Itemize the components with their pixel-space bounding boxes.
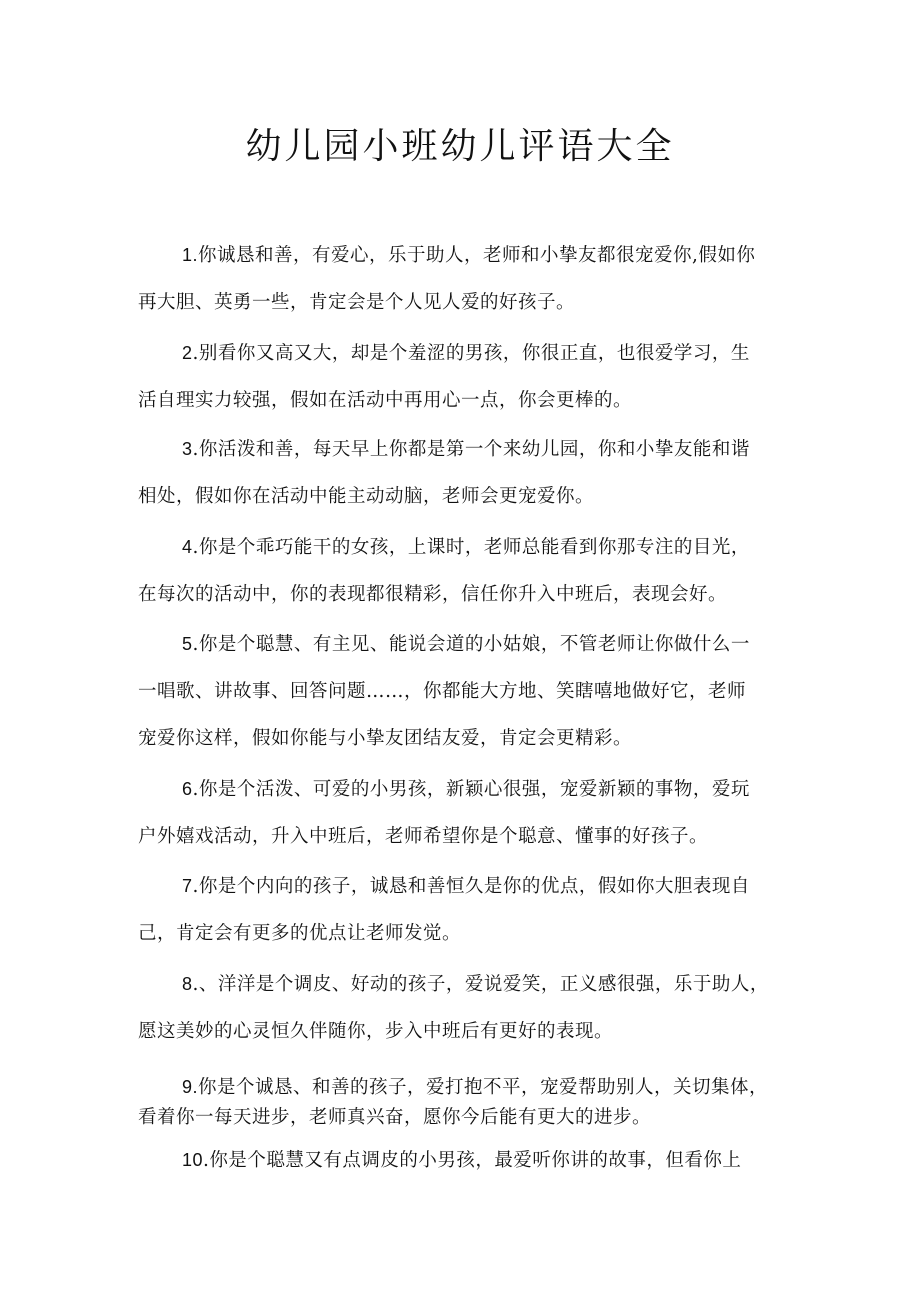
- item-text-line: 活自理实力较强，假如在活动中再用心一点，你会更棒的。: [138, 390, 633, 411]
- item-text-line: 一唱歌、讲故事、回答问题……，你都能大方地、笑瞎嘻地做好它，老师: [138, 681, 747, 702]
- item-text-line: 户外嬉戏活动，升入中班后，老师希望你是个聪意、懂事的好孩子。: [138, 826, 709, 847]
- comment-item-6: [138, 766, 788, 860]
- item-text-line: 宠爱你这样，假如你能与小挚友团结友爱，肯定会更精彩。: [138, 728, 633, 749]
- item-text-line: 你诚恳和善，有爱心，乐于助人，老师和小挚友都很宠爱你,假如你: [198, 245, 756, 266]
- item-text-line: .、洋洋是个调皮、好动的孩子，爱说爱笑，正义感很强，乐于助人，: [192, 974, 769, 995]
- comment-item-3: [138, 426, 788, 520]
- item-number: 1.: [182, 245, 199, 265]
- item-text-line: .别看你又高又大，却是个羞涩的男孩，你很正直，也很爱学习，生: [192, 343, 750, 364]
- item-text-line: .你是个内向的孩子，诚恳和善恒久是你的优点，假如你大胆表现自: [192, 876, 750, 897]
- item-text-line: .你活泼和善，每天早上你都是第一个来幼儿园，你和小挚友能和谐: [192, 439, 750, 460]
- item-text-line: 相处，假如你在活动中能主动动脑，老师会更宠爱你。: [138, 486, 595, 507]
- item-number: 9.: [182, 1077, 199, 1097]
- item-text-line: 看着你一每天进步，老师真兴奋，愿你今后能有更大的进步。: [138, 1107, 652, 1128]
- item-number: 8: [182, 974, 193, 994]
- comment-item-8: [138, 961, 788, 1055]
- item-number: 5: [182, 634, 193, 654]
- item-number: 4: [182, 537, 193, 557]
- comment-item-9: [138, 1072, 788, 1133]
- item-text-line: 在每次的活动中，你的表现都很精彩，信任你升入中班后，表现会好。: [138, 584, 728, 605]
- page-title: 幼儿园小班幼儿评语大全: [245, 126, 675, 167]
- item-text-line: .你是个聪慧、有主见、能说会道的小姑娘，不管老师让你做什么一: [192, 634, 750, 655]
- item-text-line: 再大胆、英勇一些，肯定会是个人见人爱的好孩子。: [138, 292, 576, 313]
- item-text-line: 己，肯定会有更多的优点让老师发觉。: [138, 923, 462, 944]
- item-number: 6: [182, 779, 193, 799]
- item-number: 10: [182, 1150, 204, 1170]
- item-text-line: 你是个诚恳、和善的孩子，爱打抱不平，宠爱帮助别人，关切集体，: [198, 1077, 769, 1098]
- comment-item-1: [138, 232, 788, 326]
- item-text-line: .你是个活泼、可爱的小男孩，新颖心很强，宠爱新颖的事物，爱玩: [192, 779, 750, 800]
- item-text-line: .你是个聪慧又有点调皮的小男孩，最爱听你讲的故事，但看你上: [203, 1150, 742, 1171]
- comment-item-7: [138, 863, 788, 957]
- comment-item-2: [138, 330, 788, 424]
- item-number: 2: [182, 343, 193, 363]
- item-text-line: .你是个乖巧能干的女孩，上课时，老师总能看到你那专注的目光，: [192, 537, 750, 558]
- item-number: 3: [182, 439, 193, 459]
- comment-item-4: [138, 524, 788, 618]
- item-number: 7: [182, 876, 193, 896]
- item-text-line: 愿这美妙的心灵恒久伴随你，步入中班后有更好的表现。: [138, 1021, 614, 1042]
- comment-item-10: [138, 1137, 788, 1184]
- comment-item-5: [138, 621, 788, 762]
